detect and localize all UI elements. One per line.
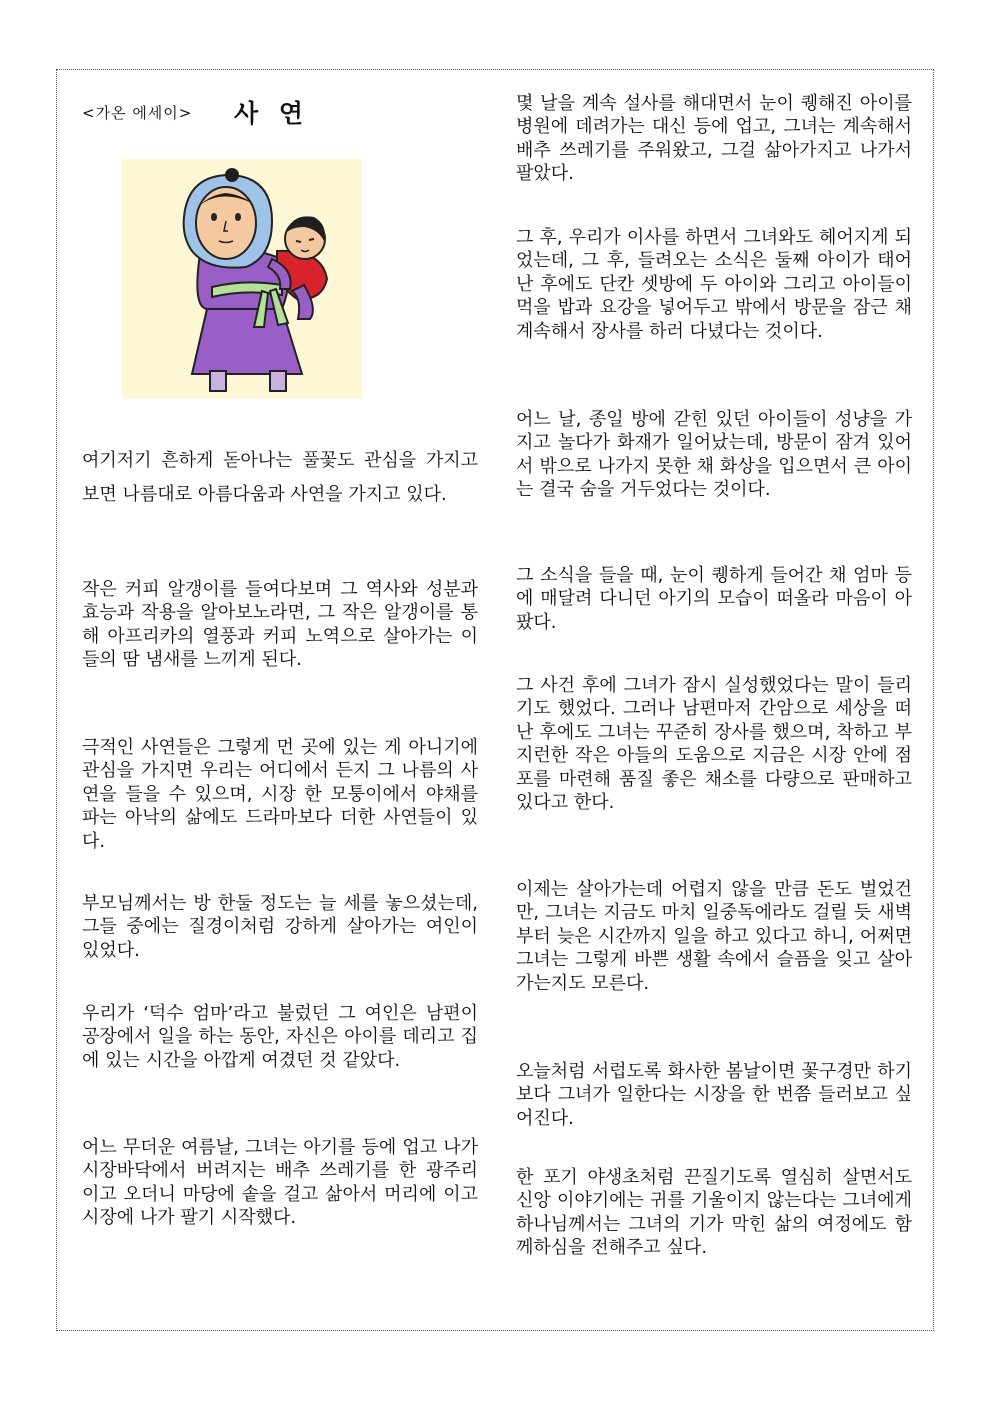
essay-heading — [82, 92, 482, 132]
right-paragraph-1: 몇 날을 계속 설사를 해대면서 눈이 퀭해진 아이를 병원에 데려가는 대신 등에 업고, 그녀는 계속해서 배추 쓰레기를 주워왔고, 그걸 삶아가지고 나가서 팔았다. — [516, 93, 912, 185]
right-paragraph-7: 오늘처럼 서럽도록 화사한 봄날이면 꽃구경만 하기보다 그녀가 일한다는 시장을 한 번쯤 들러보고 싶어진다. — [516, 1061, 912, 1129]
left-paragraph-5: 우리가 ‘덕수 엄마’라고 불렀던 그 여인은 남편이 공장에서 일을 하는 동안, 자신은 아이를 데리고 집에 있는 시간을 아깝게 여겼던 것 같았다. — [82, 1003, 478, 1071]
left-paragraph-3: 극적인 사연들은 그렇게 먼 곳에 있는 게 아니기에 관심을 가지면 우리는 어디에서 든지 그 나름의 사연을 들을 수 있으며, 시장 한 모퉁이에서 야채를 파는 아낙의 삶에도 드라마보다 더한 사연들이 있다. — [82, 737, 478, 852]
left-paragraph-4: 부모님께서는 방 한둘 정도는 늘 세를 놓으셨는데, 그들 중에는 질경이처럼 강하게 살아가는 여인이 있었다. — [82, 893, 478, 961]
left-paragraph-2: 작은 커피 알갱이를 들여다보며 그 역사와 성분과 효능과 작용을 알아보노라면, 그 작은 알갱이를 통해 아프리카의 열풍과 커피 노역으로 살아가는 이들의 땀 냄새를 느끼게 된다. — [82, 579, 478, 671]
right-paragraph-2: 그 후, 우리가 이사를 하면서 그녀와도 헤어지게 되었는데, 그 후, 들려오는 소식은 둘째 아이가 태어난 후에도 단칸 셋방에 두 아이와 그리고 아이들이 먹을 밥과 요강을 넣어두고 밖에서 방문을 잠근 채 계속해서 장사를 하러 다녔다는 것이다. — [516, 227, 912, 342]
series-label: <가온 에세이> — [82, 104, 193, 122]
right-paragraph-4: 그 소식을 들을 때, 눈이 퀭하게 들어간 채 엄마 등에 매달려 다니던 아기의 모습이 떠올라 마음이 아팠다. — [516, 565, 912, 633]
essay-title: 사 연 — [234, 99, 310, 128]
mother-carrying-child-illustration — [122, 159, 362, 399]
right-paragraph-3: 어느 날, 종일 방에 갇힌 있던 아이들이 성냥을 가지고 놀다가 화재가 일어났는데, 방문이 잠겨 있어서 밖으로 나가지 못한 채 화상을 입으면서 큰 아이는 결국 숨을 거두었다는 것이다. — [516, 409, 912, 501]
right-paragraph-6: 이제는 살아가는데 어렵지 않을 만큼 돈도 벌었건만, 그녀는 지금도 마치 일중독에라도 걸릴 듯 새벽부터 늦은 시간까지 일을 하고 있다고 하니, 어쩌면 그녀는 그렇게 바쁜 생활 속에서 슬픔을 잊고 살아가는지도 모른다. — [516, 879, 912, 994]
left-paragraph-6: 어느 무더운 여름날, 그녀는 아기를 등에 업고 나가 시장바닥에서 버려지는 배추 쓰레기를 한 광주리 이고 오더니 마당에 솥을 걸고 삶아서 머리에 이고 시장에 나가 팔기 시작했다. — [82, 1137, 478, 1229]
right-paragraph-5: 그 사건 후에 그녀가 잠시 실성했었다는 말이 들리기도 했었다. 그러나 남편마저 간암으로 세상을 떠난 후에도 그녀는 꾸준히 장사를 했으며, 착하고 부지런한 작은 아들의 도움으로 지금은 시장 안에 점포를 마련해 품질 좋은 채소를 다량으로 판매하고 있다고 한다. — [516, 675, 912, 814]
left-paragraph-1: 여기저기 흔하게 돋아나는 풀꽃도 관심을 가지고 보면 나름대로 아름다움과 사연을 가지고 있다. — [82, 450, 478, 505]
right-paragraph-8: 한 포기 야생초처럼 끈질기도록 열심히 살면서도 신앙 이야기에는 귀를 기울이지 않는다는 그녀에게 하나님께서는 그녀의 기가 막힌 삶의 여정에도 함께하심을 전해주고 싶다. — [516, 1167, 912, 1259]
